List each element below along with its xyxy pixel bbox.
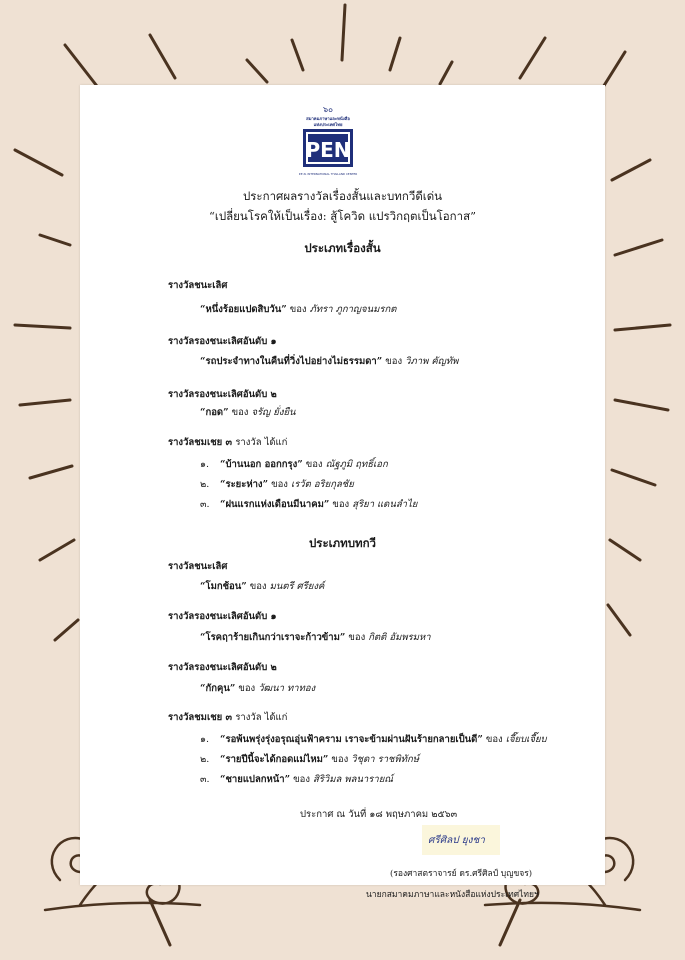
signature-text: ศรีศิลป ยุงชา [428,835,485,846]
ray [342,5,345,60]
author-name: มนตรี ศรียงค์ [269,581,325,592]
signature [422,825,500,855]
work-title: “รถประจำทางในคืนที่วิ่งไปอย่างไม่ธรรมดา” [200,356,383,367]
list-number: ๓. [200,774,210,785]
by-word: ของ [249,581,267,592]
svg-text:สมาคมภาษาและหนังสือ: สมาคมภาษาและหนังสือ [306,116,350,121]
list-item [220,752,419,767]
poetry-first-runner-label: รางวัลรองชนะเลิศอันดับ ๑ [168,611,277,622]
signer-name: (รองศาสตราจารย์ ดร.ศรีศิลป์ บุญขจร) [390,869,533,879]
section-title-short-story: ประเภทเรื่องสั้น [304,241,381,255]
work-title: “บ้านนอก ออกกรุง” [220,459,303,470]
list-number: ๓. [200,499,210,510]
author-name: วิภาพ คัญทัพ [405,356,459,367]
list-item [220,772,393,787]
poetry-winner-label: รางวัลชนะเลิศ [168,561,228,572]
list-number: ๑. [200,734,210,745]
by-word: ของ [332,499,350,510]
short-story-honorable-label: รางวัลชมเชย ๓ รางวัล ได้แก่ [168,437,288,448]
announcement-date: ประกาศ ณ วันที่ ๑๘ พฤษภาคม ๒๕๖๓ [300,809,458,820]
list-number: ๒. [200,754,210,765]
author-name: เจี๊ยบเจี๊ยบ [505,734,547,745]
author-name: ภัทรา ภูกาญจนมรกต [309,304,397,315]
author-name: วัฒนา ทาทอง [258,683,316,694]
pen-thailand-logo [297,103,359,181]
list-item [220,477,354,492]
by-word: ของ [385,356,403,367]
short-story-winner-entry [200,302,396,317]
svg-text:PEN: PEN [305,138,351,162]
by-word: ของ [331,754,349,765]
poetry-first-runner-entry [200,630,431,645]
announcement-title: ประกาศผลรางวัลเรื่องสั้นและบทกวีดีเด่น [242,189,443,203]
short-story-winner-label: รางวัลชนะเลิศ [168,280,228,291]
short-story-first-runner-label: รางวัลรองชนะเลิศอันดับ ๑ [168,336,277,347]
by-word: ของ [238,683,256,694]
author-name: จรัญ ยั่งยืน [251,407,296,418]
work-title: “รายปีนี้จะได้กอดแม่ไหม” [220,754,329,765]
short-story-second-runner-label: รางวัลรองชนะเลิศอันดับ ๒ [168,389,277,400]
short-story-second-runner-entry [200,405,296,420]
work-title: “กักคุน” [200,683,236,694]
poetry-honorable-label: รางวัลชมเชย ๓ รางวัล ได้แก่ [168,712,288,723]
section-title-poetry: ประเภทบทกวี [308,536,377,550]
author-name: สิริวิมล พลนารายณ์ [313,774,394,785]
by-word: ของ [348,632,366,643]
work-title: “หนึ่งร้อยแปดสิบวัน” [200,304,287,315]
list-number: ๑. [200,459,210,470]
svg-text:แห่งประเทศไทย: แห่งประเทศไทย [313,122,343,127]
by-word: ของ [305,459,323,470]
list-number: ๒. [200,479,210,490]
author-name: ณัฐภูมิ ฤทธิ์เอก [325,459,388,470]
svg-text:P.E.N. INTERNATIONAL THAILAND: P.E.N. INTERNATIONAL THAILAND CENTER [298,172,358,176]
short-story-first-runner-entry [200,354,458,369]
work-title: “ชายแปลกหน้า” [220,774,291,785]
by-word: ของ [289,304,307,315]
by-word: ของ [231,407,249,418]
poetry-second-runner-entry [200,681,315,696]
announcement-page [80,85,605,900]
by-word: ของ [271,479,288,490]
by-word: ของ [485,734,503,745]
author-name: กิตติ อัมพรมหา [368,632,431,643]
work-title: “ระยะห่าง” [220,479,269,490]
list-item [220,732,547,747]
announcement-subtitle: “เปลี่ยนโรคให้เป็นเรื่อง: สู้โควิด แปรวิกฤตเป็นโอกาส” [209,209,476,223]
author-name: เรวัต อริยกุลชัย [290,479,354,490]
list-item [220,497,417,512]
work-title: “ฝนแรกแห่งเดือนมีนาคม” [220,499,330,510]
work-title: “โรคฤาร้ายเกินกว่าเราจะก้าวข้าม” [200,632,346,643]
list-item [220,457,388,472]
author-name: วิชุดา ราชพิทักษ์ [351,754,420,765]
svg-text:๖๐: ๖๐ [323,105,333,114]
by-word: ของ [293,774,310,785]
author-name: สุริยา แดนลำไย [352,499,418,510]
poetry-winner-entry [200,579,324,594]
signer-title: นายกสมาคมภาษาและหนังสือแห่งประเทศไทยฯ [366,890,539,900]
work-title: “รอพ้นพรุ่งรุ่งอรุณอุ่นฟ้าคราม เราจะข้ามผ่านฝันร้ายกลายเป็นดี” [220,734,483,745]
poetry-second-runner-label: รางวัลรองชนะเลิศอันดับ ๒ [168,662,277,673]
work-title: “กอด” [200,407,229,418]
work-title: “โมกช้อน” [200,581,247,592]
